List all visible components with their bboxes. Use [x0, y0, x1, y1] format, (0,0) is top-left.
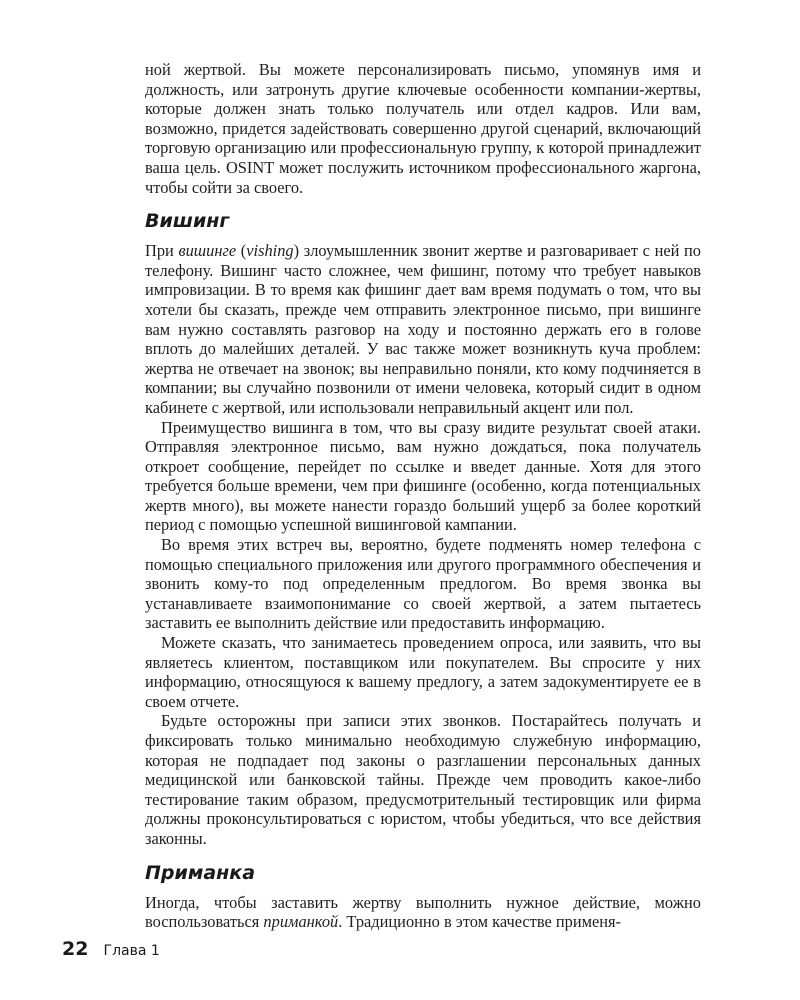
vishing-paragraph-3: Во время этих встреч вы, вероятно, будете подменять номер телефона с помощью специального приложения или другого программного обеспечения и звонить кому-то под определенным предлогом. Во время звонка вы устанавливаете взаимопонимание со своей жертвой, а затем пытаетесь заставить ее выполнить действие или предоставить информацию. — [145, 535, 701, 633]
vishing-paragraph-1 — [145, 241, 701, 417]
vishing-term: вишинге — [178, 241, 237, 261]
heading-bait: Приманка — [145, 861, 256, 884]
vishing-paragraph-4: Можете сказать, что занимаетесь проведением опроса, или заявить, что вы являетесь клиентом, поставщиком или покупателем. Вы спросите у них информацию, относящуюся к вашему предлогу, а затем задокументируете ее в своем отчете. — [145, 633, 701, 711]
heading-vishing: Вишинг — [145, 210, 230, 233]
vishing-p1-prefix: При — [145, 241, 179, 261]
vishing-term-en: vishing — [246, 241, 294, 261]
bait-p1-rest: . Традиционно в этом качестве применя- — [338, 912, 622, 932]
vishing-paragraph-5: Будьте осторожны при записи этих звонков. Постарайтесь получать и фиксировать только минимально необходимую служебную информацию, которая не подпадает под законы о разглашении персональных данных медицинской или банковской тайны. Прежде чем проводить какое-либо тестирование таким образом, предусмотрительный тестировщик или фирма должны проконсультироваться с юристом, чтобы убедиться, что все действия законны. — [145, 711, 701, 848]
page-body — [145, 60, 701, 932]
page-number: 22 — [62, 938, 89, 960]
vishing-p1-open-paren: ( — [236, 241, 247, 261]
intro-paragraph: ной жертвой. Вы можете персонализировать письмо, упомянув имя и должность, или затронуть другие ключевые особенности компании-жертвы, которые должен знать только получатель или отдел кадров. Или вам, возможно, придется задействовать совершенно другой сценарий, включающий торговую организацию или профессиональную группу, к которой принадлежит ваша цель. OSINT может послужить источником профессионального жаргона, чтобы сойти за своего. — [145, 60, 701, 197]
vishing-paragraph-2: Преимущество вишинга в том, что вы сразу видите результат своей атаки. Отправляя электронное письмо, вам нужно дождаться, пока получатель откроет сообщение, перейдет по ссылке и введет данные. Хотя для этого требуется больше времени, чем при фишинге (особенно, когда потенциальных жертв много), вы можете нанести гораздо больший ущерб за более короткий период с помощью успешной вишинговой кампании. — [145, 417, 701, 535]
chapter-label: Глава 1 — [103, 943, 160, 959]
bait-p1-prefix: Иногда, чтобы заставить жертву выполнить нужное действие, можно воспользоваться — [145, 892, 701, 932]
page-footer — [62, 938, 160, 960]
vishing-p1-rest: ) злоумышленник звонит жертве и разговаривает с ней по телефону. Вишинг часто сложнее, чем фишинг, потому что требует навыков импровизации. В то время как фишинг дает вам время подумать о том, что вы хотели бы сказать, прежде чем отправить электронное письмо, при вишинге вам нужно составлять разговор на ходу и постоянно держать его в голове вплоть до малейших деталей. У вас также может возникнуть куча проблем: жертва не отвечает на звонок; вы неправильно поняли, кто кому подчиняется в компании; вы случайно позвонили от имени человека, который сидит в одном кабинете с жертвой, или использовали неправильный акцент или пол. — [145, 241, 702, 417]
bait-paragraph-1 — [145, 893, 701, 932]
bait-term: приманкой — [263, 912, 339, 932]
